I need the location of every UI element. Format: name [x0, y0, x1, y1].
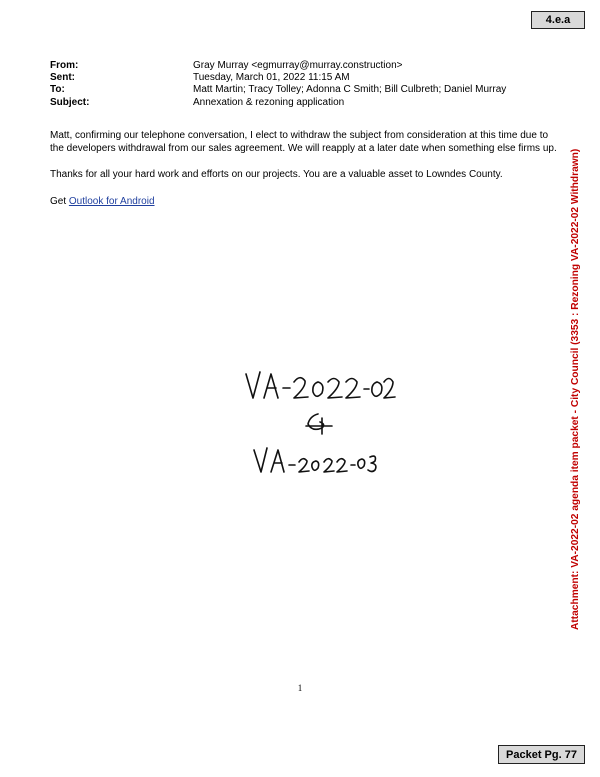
packet-page-box: Packet Pg. 77	[498, 745, 585, 764]
get-prefix: Get	[50, 195, 69, 207]
signature-line	[50, 196, 560, 209]
handwritten-note	[236, 362, 396, 482]
agenda-tag: 4.e.a	[531, 11, 585, 29]
to-row	[50, 84, 506, 96]
from-row	[50, 60, 506, 72]
page-number: 1	[297, 683, 303, 693]
body-paragraph-2: Thanks for all your hard work and efforts on our projects. You are a valuable asset to Lowndes County.	[50, 169, 503, 180]
subject-value: Annexation & rezoning application	[193, 96, 345, 108]
email-body	[50, 130, 560, 222]
subject-label: Subject:	[50, 96, 90, 108]
side-attachment-label: Attachment: VA-2022-02 agenda item packet - City Council (3353 : Rezoning VA-2022-02 Withdrawn)	[570, 148, 581, 630]
email-header	[50, 60, 506, 109]
to-label: To:	[50, 84, 65, 96]
to-value: Matt Martin; Tracy Tolley; Adonna C Smith; Bill Culbreth; Daniel Murray	[193, 84, 507, 96]
sent-row	[50, 72, 506, 84]
from-label: From:	[50, 60, 79, 71]
sent-value: Tuesday, March 01, 2022 11:15 AM	[193, 72, 350, 84]
body-paragraph-1: Matt, confirming our telephone conversation, I elect to withdraw the subject from consideration at this time due to the developers withdrawal from our sales agreement. We will reapply at a later date when something else firms up.	[50, 130, 557, 154]
subject-row	[50, 97, 506, 109]
from-value: Gray Murray <egmurray@murray.construction>	[193, 60, 403, 71]
outlook-link[interactable]: Outlook for Android	[68, 195, 155, 207]
sent-label: Sent:	[50, 72, 75, 84]
